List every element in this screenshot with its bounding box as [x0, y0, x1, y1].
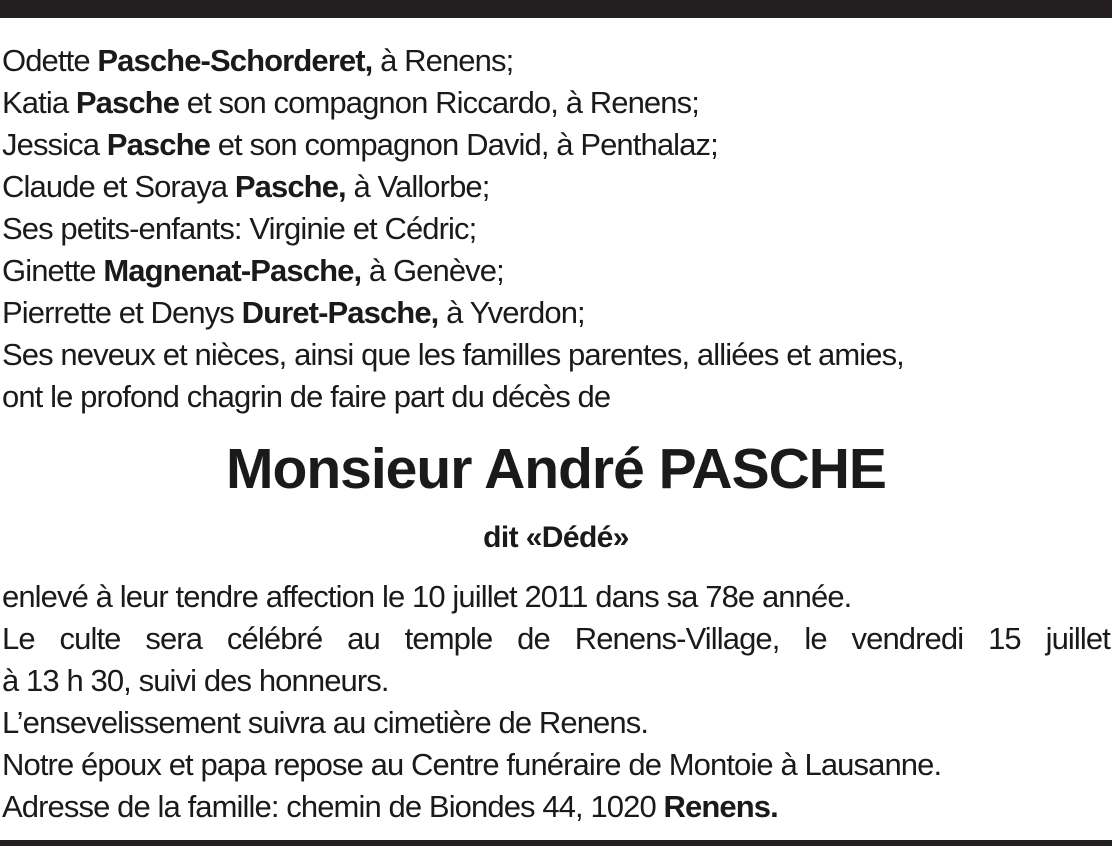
family-line-text: à Genève;: [361, 253, 504, 288]
family-line-text: et son compagnon David, à Penthalaz;: [209, 127, 718, 162]
family-line: [2, 208, 1110, 250]
details-line: [2, 786, 1110, 828]
family-line-text: et son compagnon Riccardo, à Renens;: [179, 85, 699, 120]
family-line-text: Ses neveux et nièces, ainsi que les familles parentes, alliées et amies,: [2, 337, 904, 372]
family-surname: Duret-Pasche,: [241, 295, 439, 330]
top-rule: [0, 0, 1112, 18]
details-word: temple: [404, 621, 493, 656]
family-line-text: Jessica: [2, 127, 107, 162]
family-line-text: à Yverdon;: [438, 295, 585, 330]
family-line: [2, 292, 1110, 334]
details-line: enlevé à leur tendre affection le 10 juillet 2011 dans sa 78e année.: [2, 579, 852, 614]
details-word: vendredi: [851, 621, 964, 656]
family-line: [2, 124, 1110, 166]
family-line-text: Katia: [2, 85, 76, 120]
family-line-text: à Vallorbe;: [345, 169, 490, 204]
details-word: célébré: [226, 621, 323, 656]
address-city: Renens.: [663, 789, 778, 824]
family-line: [2, 40, 1110, 82]
deceased-name: Monsieur André PASCHE: [226, 437, 886, 501]
family-line: [2, 334, 1110, 376]
family-surname: Pasche: [106, 127, 210, 162]
family-list: [2, 40, 1110, 418]
family-line-text: Ses petits-enfants: Virginie et Cédric;: [2, 211, 477, 246]
details-word: juillet: [1045, 621, 1110, 656]
family-line-text: Pierrette et Denys: [2, 295, 242, 330]
family-line: [2, 250, 1110, 292]
family-line: [2, 166, 1110, 208]
family-line-text: ont le profond chagrin de faire part du décès de: [2, 379, 611, 414]
details-word: de: [517, 621, 550, 656]
details-word: Renens-Village,: [574, 621, 780, 656]
deceased-nickname: dit «Dédé»: [483, 521, 629, 554]
details-line: Notre époux et papa repose au Centre funéraire de Montoie à Lausanne.: [2, 747, 942, 782]
details-line: L’ensevelissement suivra au cimetière de Renens.: [2, 705, 649, 740]
details-word: au: [347, 621, 380, 656]
details-word: le: [804, 621, 827, 656]
family-line-text: à Renens;: [372, 43, 514, 78]
family-line-text: Ginette: [2, 253, 104, 288]
details-line-justified: [2, 618, 1110, 660]
family-surname: Pasche-Schorderet,: [97, 43, 373, 78]
family-line-text: Odette: [2, 43, 98, 78]
bottom-rule: [0, 840, 1112, 846]
family-line: [2, 376, 1110, 418]
details-word: sera: [145, 621, 203, 656]
details-word: Le: [2, 621, 35, 656]
address-text: Adresse de la famille: chemin de Biondes 44, 1020: [2, 789, 664, 824]
family-surname: Pasche: [75, 85, 180, 120]
family-line: [2, 82, 1110, 124]
details-line: à 13 h 30, suivi des honneurs.: [2, 663, 389, 698]
ceremony-details: [2, 576, 1110, 828]
family-surname: Pasche,: [234, 169, 346, 204]
details-word: 15: [988, 621, 1021, 656]
family-surname: Magnenat-Pasche,: [103, 253, 362, 288]
details-word: culte: [59, 621, 121, 656]
family-line-text: Claude et Soraya: [2, 169, 235, 204]
